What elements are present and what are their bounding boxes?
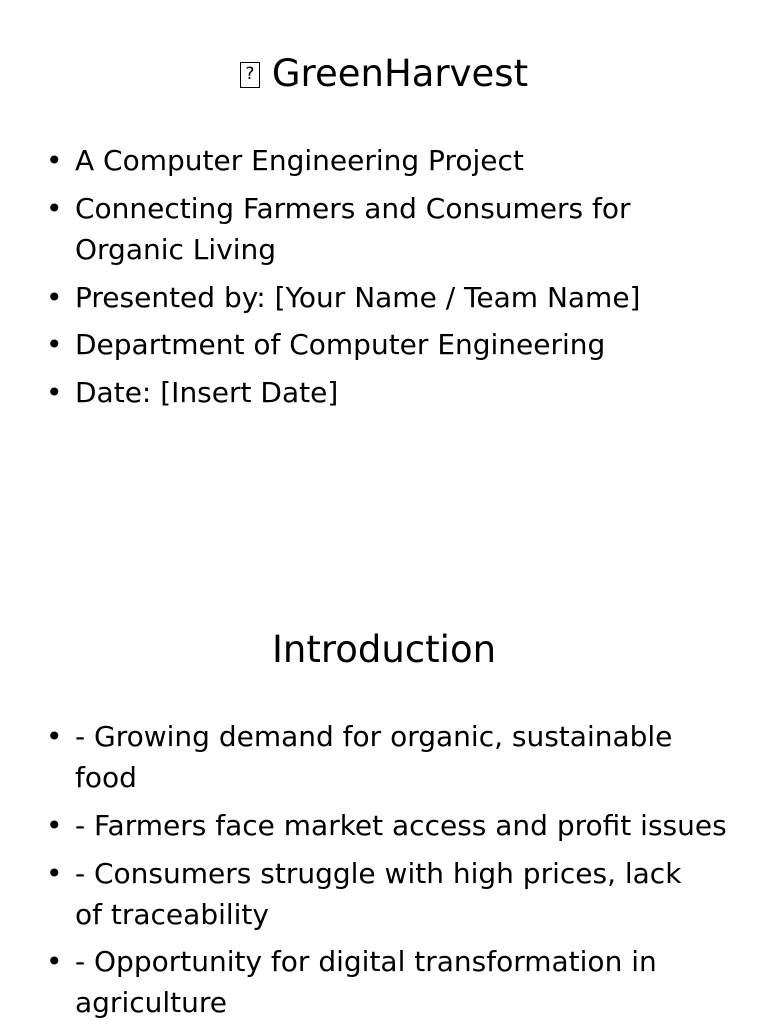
bullet-item: • - Consumers struggle with high prices, lack of traceability [75, 853, 715, 935]
bullet-item: • Presented by: [Your Name / Team Name] [75, 277, 735, 318]
bullet-item: • - Farmers face market access and profit issues [75, 805, 735, 846]
bullet-item: • Department of Computer Engineering [75, 324, 735, 365]
title-text: GreenHarvest [271, 52, 529, 95]
slide-introduction-heading: Introduction [271, 628, 497, 671]
slide-title-heading [0, 52, 768, 96]
bullet-item: • - Opportunity for digital transformation in agriculture [75, 941, 675, 1023]
missing-glyph-icon [240, 62, 260, 88]
slide-introduction [0, 576, 768, 1024]
bullet-item: • - Growing demand for organic, sustainable food [75, 716, 675, 798]
bullet-item: • A Computer Engineering Project [75, 140, 735, 181]
bullet-item: • Connecting Farmers and Consumers for Organic Living [75, 188, 675, 270]
bullet-item: • Date: [Insert Date] [75, 372, 735, 413]
